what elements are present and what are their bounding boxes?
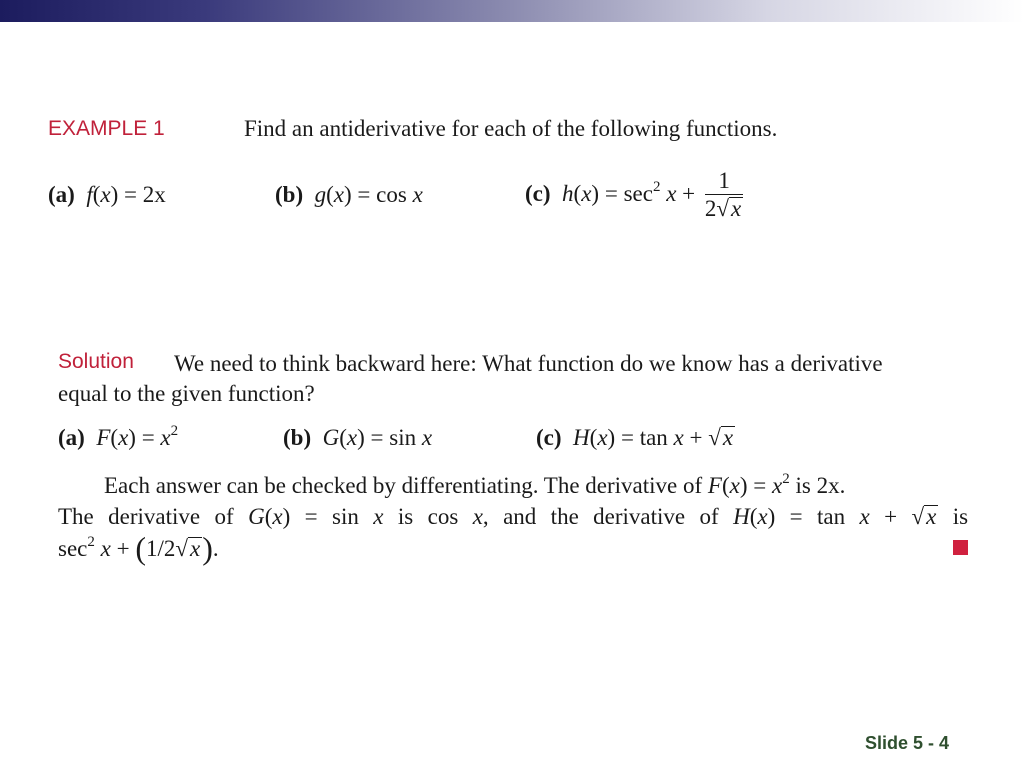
answer-b: (b) G(x) = sin x <box>283 425 433 450</box>
header-gradient-bar <box>0 0 1024 22</box>
solution-heading <box>58 350 134 374</box>
example-label: EXAMPLE 1 <box>48 117 165 140</box>
check-line-2: The derivative of G(x) = sin x is cos x, and the derivative of H(x) = tan x + √x is <box>58 504 969 529</box>
example-part-a: (a) f(x) = 2x <box>48 182 166 207</box>
solution-line-1: We need to think backward here: What function do we know has a derivative <box>174 351 883 376</box>
answer-c: (c) H(x) = tan x + √x <box>536 425 734 450</box>
answer-a: (a) $F(x) = x^2$ <box>58 423 179 450</box>
example-heading <box>48 117 165 141</box>
check-line-3: $\sec^2 x + (1/2√x)$. <box>58 530 219 566</box>
example-part-b: (b) g(x) = cos x <box>275 182 423 207</box>
end-of-proof-square-icon <box>953 540 968 555</box>
example-prompt: Find an antiderivative for each of the following functions. <box>244 116 778 141</box>
example-part-c: (c) $h(x) = \sec^2 x$ + $\frac{1}{2√x}$ <box>525 168 742 221</box>
solution-label: Solution <box>58 350 134 373</box>
fraction-1-over-2-root-x: $\frac{1}{2√x}$ <box>704 168 742 221</box>
check-line-1: Each answer can be checked by differentiating. The derivative of $F(x) = x^2$ is 2x. <box>104 471 846 498</box>
solution-line-2: equal to the given function? <box>58 381 315 406</box>
slide-number: Slide 5 - 4 <box>865 733 950 753</box>
